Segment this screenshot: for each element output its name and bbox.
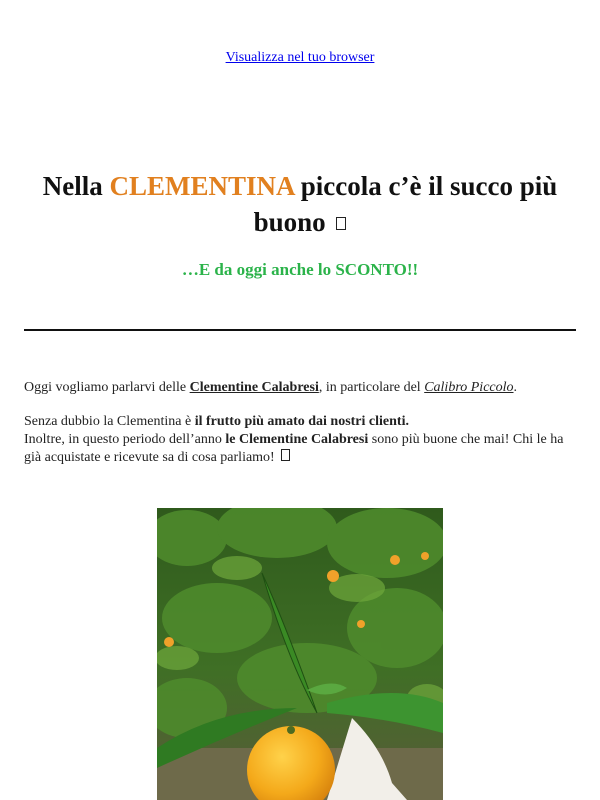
headline-highlight: CLEMENTINA <box>109 171 295 201</box>
headline-part1: Nella <box>42 171 110 201</box>
intro-end: . <box>513 380 518 395</box>
second-paragraph <box>24 413 576 467</box>
divider <box>24 329 576 331</box>
intro-text: Oggi vogliamo parlarvi delle <box>24 380 190 395</box>
headline-part2: piccola c’è il succo più buono <box>253 171 558 237</box>
view-in-browser <box>0 50 600 66</box>
clementine-calabresi-link[interactable]: Clementine Calabresi <box>189 380 319 395</box>
smile-emoji-icon <box>281 449 290 461</box>
calibro-piccolo-link[interactable]: Calibro Piccolo <box>424 380 514 395</box>
intro-middle-text: , in particolare del <box>318 380 425 395</box>
p2-bold-b: le Clementine Calabresi <box>225 432 369 447</box>
p2-text-c: sono più buone che mai! Chi le ha già acquistate e ricevute sa di cosa parliamo! <box>24 432 564 465</box>
p2-text-b: Inoltre, in questo periodo dell’anno <box>24 432 226 447</box>
p2-bold-a: il frutto più amato dai nostri clienti. <box>194 414 409 429</box>
body-text <box>24 379 576 483</box>
p2-text-a: Senza dubbio la Clementina è <box>24 414 195 429</box>
orange-emoji-icon <box>336 217 346 230</box>
view-in-browser-link[interactable]: Visualizza nel tuo browser <box>225 50 375 65</box>
clementine-photo <box>157 508 443 800</box>
subheadline: …E da oggi anche lo SCONTO!! <box>181 260 419 279</box>
intro-paragraph <box>24 379 576 397</box>
headline <box>24 168 576 240</box>
